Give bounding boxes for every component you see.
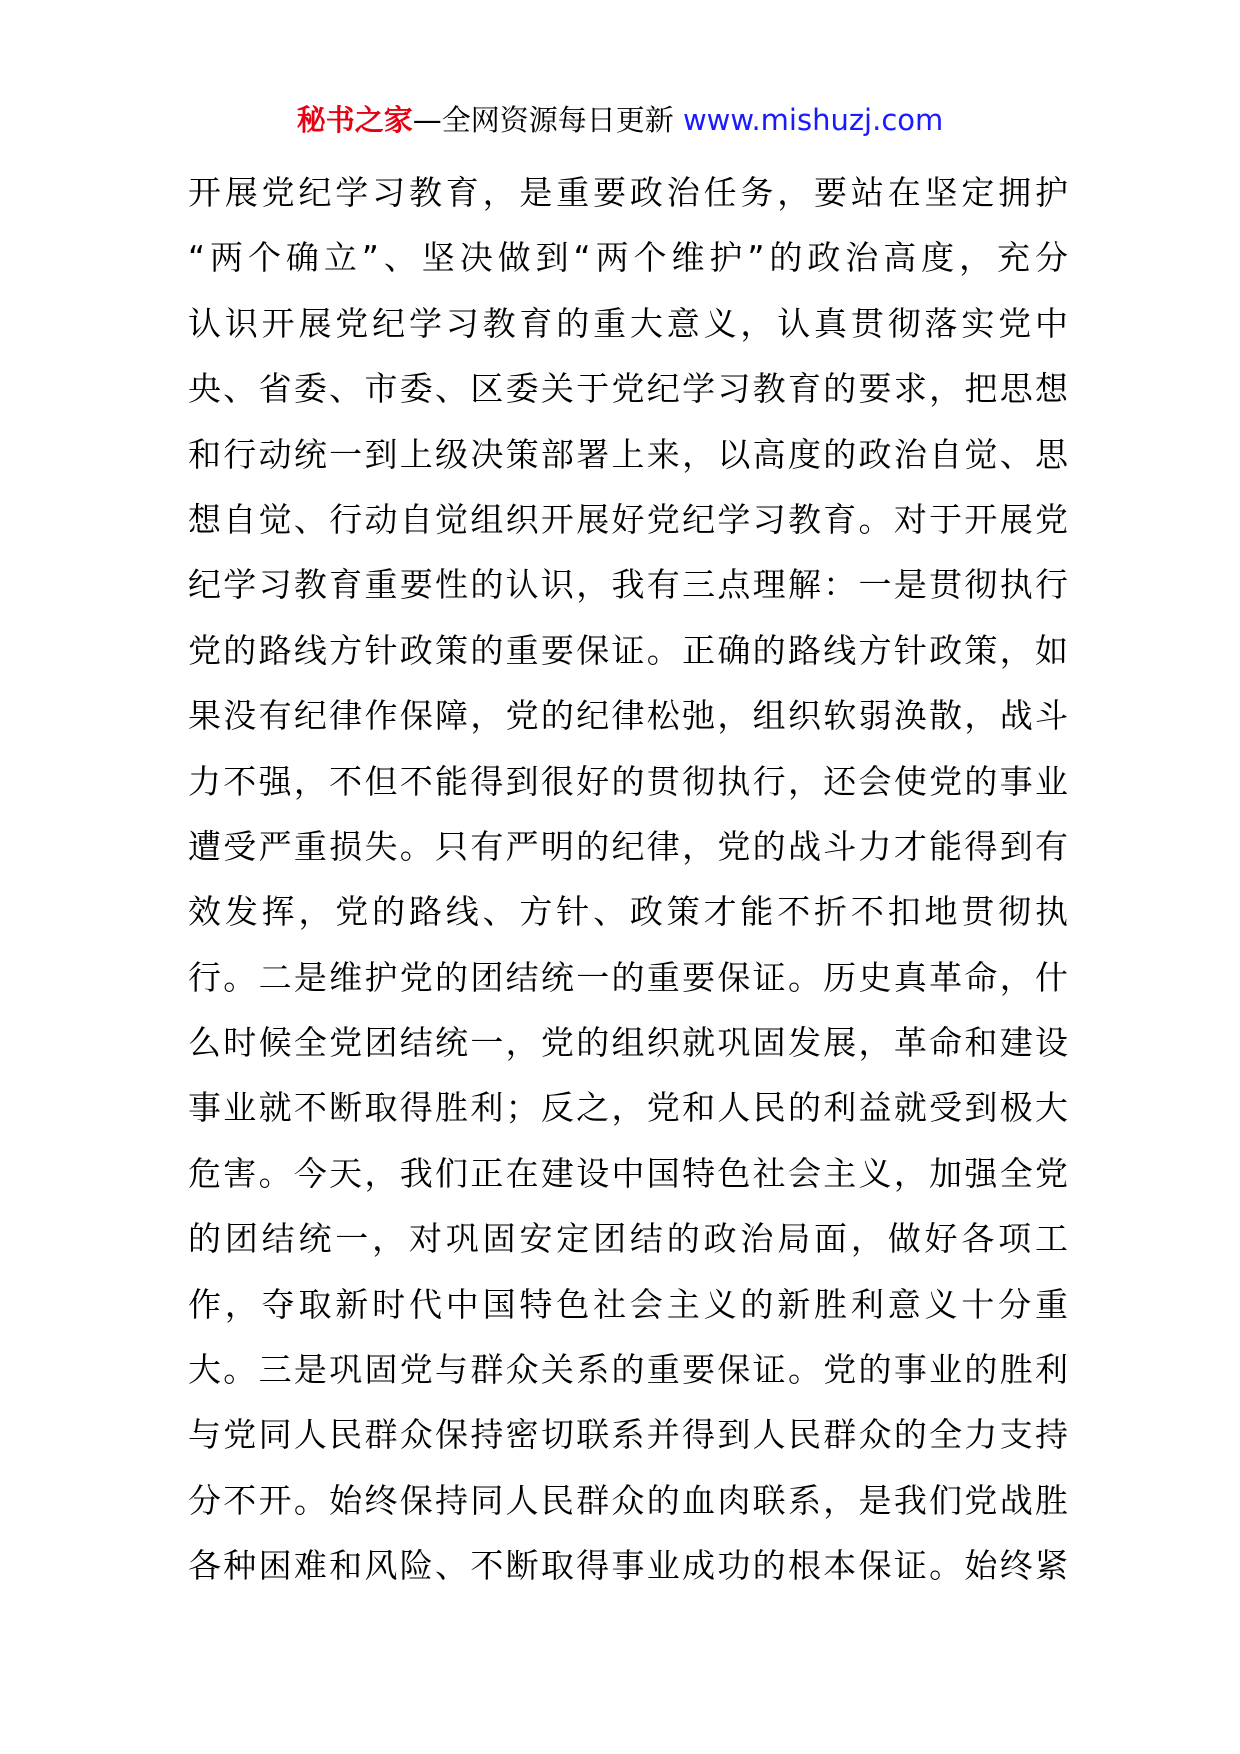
text-line: 想自觉、行动自觉组织开展好党纪学习教育。对于开展党 [188,499,1068,539]
text-line: 力不强，不但不能得到很好的贯彻执行，还会使党的事业 [188,761,1068,801]
body-text [188,160,1068,1599]
text-line: 的团结统一，对巩固安定团结的政治局面，做好各项工 [188,1219,1068,1259]
text-line: 遭受严重损失。只有严明的纪律，党的战斗力才能得到有 [188,826,1068,866]
text-line: 大。三是巩固党与群众关系的重要保证。党的事业的胜利 [188,1350,1068,1390]
text-line: 果没有纪律作保障，党的纪律松弛，组织软弱涣散，战斗 [188,696,1068,736]
text-line: 行。二是维护党的团结统一的重要保证。历史真革命，什 [188,957,1068,997]
text-line: 和行动统一到上级决策部署上来，以高度的政治自觉、思 [188,434,1068,474]
text-line: 认识开展党纪学习教育的重大意义，认真贯彻落实党中 [188,303,1068,343]
site-url[interactable]: www.mishuzj.com [682,103,944,137]
text-line: 纪学习教育重要性的认识，我有三点理解：一是贯彻执行 [188,565,1068,605]
text-line: 危害。今天，我们正在建设中国特色社会主义，加强全党 [188,1153,1068,1193]
brand-name: 秘书之家 [296,103,413,137]
header-tagline: —全网资源每日更新 [412,103,674,137]
text-line: “两个确立”、坚决做到“两个维护”的政治高度，充分 [188,238,1068,278]
text-line: 作，夺取新时代中国特色社会主义的新胜利意义十分重 [188,1284,1068,1324]
text-line: 央、省委、市委、区委关于党纪学习教育的要求，把思想 [188,369,1068,409]
text-line: 分不开。始终保持同人民群众的血肉联系，是我们党战胜 [188,1480,1068,1520]
text-line: 效发挥，党的路线、方针、政策才能不折不扣地贯彻执 [188,892,1068,932]
page-header [0,100,1240,140]
text-line: 么时候全党团结统一，党的组织就巩固发展，革命和建设 [188,1023,1068,1063]
text-line: 与党同人民群众保持密切联系并得到人民群众的全力支持 [188,1415,1068,1455]
text-line: 各种困难和风险、不断取得事业成功的根本保证。始终紧 [188,1546,1068,1586]
text-line: 开展党纪学习教育，是重要政治任务，要站在坚定拥护 [188,173,1068,212]
text-line: 事业就不断取得胜利；反之，党和人民的利益就受到极大 [188,1088,1068,1128]
text-line: 党的路线方针政策的重要保证。正确的路线方针政策，如 [188,630,1068,670]
